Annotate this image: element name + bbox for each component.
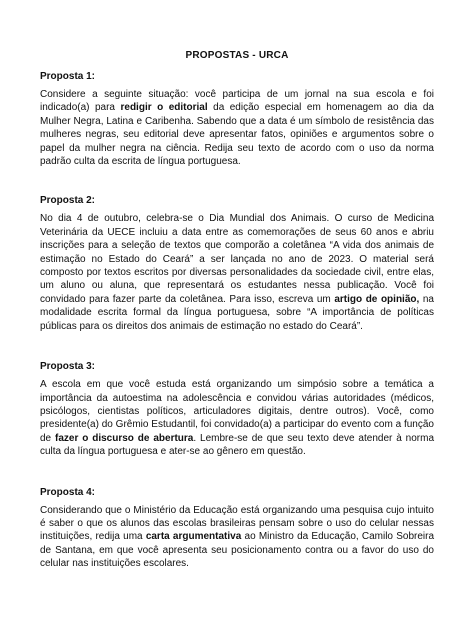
proposal-1-text [40,88,434,168]
proposal-1-emphasis: redigir o editorial [120,102,208,114]
proposal-3-heading: Proposta 3: [40,361,96,373]
proposal-3-text-part-2: . Lembre-se de que seu texto deve atender à norma culta da língua portuguesa e ater-se ao gênero em questão. [40,432,435,458]
proposal-4-text-part-1: Considerando que o Ministério da Educação está organizando uma pesquisa cujo intuito é saber o que os alunos das escolas brasileiras pensam sobre o uso do celular nessas instituições, redija uma [40,504,434,543]
proposal-1-text-part-2: da edição especial em homenagem ao dia da Mulher Negra, Latina e Caribenha. Sabendo que a data é um símbolo de resistência das mulheres negras, seu editorial deve apresentar fatos, opiniões e argumentos sobre o papel da mulher negra na ciência. Redija seu texto de acordo com o uso da norma padrão culta da escrita de língua portuguesa. [40,102,434,168]
proposal-2-text-part-1: No dia 4 de outubro, celebra-se o Dia Mundial dos Animais. O curso de Medicina Veterinária da UECE incluiu a data entre as comemorações de seus 60 anos e abriu inscrições para a seleção de textos que comporão a coletânea “A vida dos animais de estimação no Estado do Ceará” a ser lançada no ano de 2023. O material será composto por textos escritos por diversas personalidades da sociedade civil, entre elas, um aluno ou aluna, que representará os estudantes nessa publicação. Você foi convidado para fazer parte da coletânea. Para isso, escreva um [40,213,434,305]
proposal-1-heading: Proposta 1: [40,71,96,82]
proposal-3-text-part-1: A escola em que você estuda está organizando um simpósio sobre a temática a importância da autoestima na adolescência e convidou várias autoridades (médicos, psicólogos, cientistas políticos, articuladores digitais, dentre outros). Você, como presidente(a) do Grêmio Estudantil, foi convidado(a) a participar do evento com a função de [40,379,434,444]
proposal-4-text [40,504,434,571]
proposal-3 [40,361,434,458]
spacer [40,459,434,487]
proposal-4 [40,487,434,571]
proposal-1 [40,71,434,168]
proposal-4-heading: Proposta 4: [40,486,96,498]
page-title: PROPOSTAS - URCA [185,50,289,61]
proposal-4-emphasis: carta argumentativa [145,531,242,543]
proposal-4-text-part-2: ao Ministro da Educação, Camilo Sobreira de Santana, em que você apresenta seu posicionamento contra ou a favor do uso do celular nas instituições escolares. [40,531,435,570]
proposal-2-emphasis: artigo de opinião, [334,293,420,305]
spacer [40,333,434,361]
proposal-2-heading: Proposta 2: [40,195,96,207]
proposal-3-text [40,378,434,458]
proposal-2-text [40,212,434,333]
proposal-1-text-part-1: Considere a seguinte situação: você participa de um jornal na sua escola e foi indicado(a) para [40,89,434,114]
proposal-2 [40,195,434,333]
spacer [40,168,434,195]
proposal-3-emphasis: fazer o discurso de abertura [55,432,194,444]
proposal-2-text-part-2: na modalidade escrita formal da língua portuguesa, sobre “A importância de políticas públicas para os direitos dos animais de estimação no estado do Ceará”. [40,293,434,332]
